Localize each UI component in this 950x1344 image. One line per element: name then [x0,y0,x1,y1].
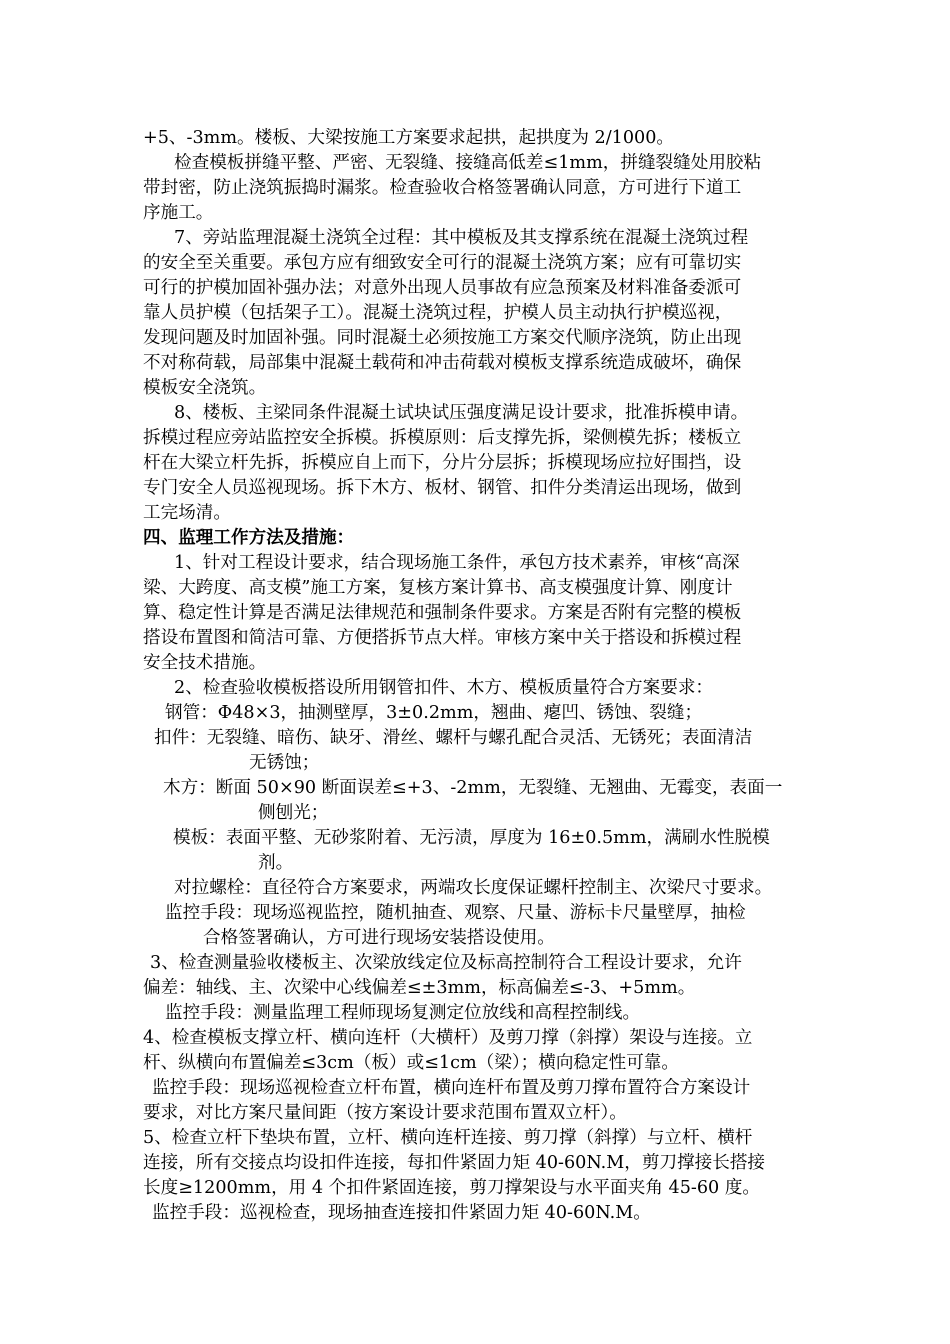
text-line: 不对称荷载，局部集中混凝土载荷和冲击荷载对模板支撑系统造成破坏，确保 [143,353,742,373]
text-line: 8、楼板、主梁同条件混凝土试块试压强度满足设计要求，批准拆模申请。 [174,403,749,423]
text-line: 拆模过程应旁站监控安全拆模。拆模原则：后支撑先拆，梁侧模先拆；楼板立 [143,428,742,448]
text-line: 3、检查测量验收楼板主、次梁放线定位及标高控制符合工程设计要求，允许 [150,953,742,973]
text-line: 发现问题及时加固补强。同时混凝土必须按施工方案交代顺序浇筑，防止出现 [143,328,742,348]
text-line: 剂。 [258,853,294,873]
text-line: 监控手段：现场巡视检查立杆布置，横向连杆布置及剪刀撑布置符合方案设计 [152,1078,751,1098]
text-line: 带封密，防止浇筑振捣时漏浆。检查验收合格签署确认同意，方可进行下道工 [143,178,742,198]
text-line: 工完场清。 [143,503,231,523]
text-line: 检查模板拼缝平整、严密、无裂缝、接缝高低差≤1mm，拼缝裂缝处用胶粘 [174,153,762,173]
text-line: 梁、大跨度、高支模”施工方案，复核方案计算书、高支模强度计算、刚度计 [143,578,733,598]
text-line: 偏差：轴线、主、次梁中心线偏差≤±3mm，标高偏差≤-3、+5mm。 [143,978,696,998]
text-line: 监控手段：测量监理工程师现场复测定位放线和高程控制线。 [165,1003,641,1023]
text-line: 算、稳定性计算是否满足法律规范和强制条件要求。方案是否附有完整的模板 [143,603,742,623]
text-line: 无锈蚀； [249,753,320,773]
text-line: 钢管：Φ48×3，抽测壁厚，3±0.2mm，翘曲、瘪凹、锈蚀、裂缝； [165,703,703,723]
text-line: 合格签署确认，方可进行现场安装搭设使用。 [203,928,555,948]
text-line: 序施工。 [143,203,214,223]
text-line: 杆、纵横向布置偏差≤3cm（板）或≤1cm（梁）；横向稳定性可靠。 [143,1053,679,1073]
text-line: 杆在大梁立杆先拆，拆模应自上而下，分片分层拆；拆模现场应拉好围挡，设 [143,453,742,473]
text-line: 搭设布置图和简洁可靠、方便搭拆节点大样。审核方案中关于搭设和拆模过程 [143,628,742,648]
text-line: 监控手段：现场巡视监控，随机抽查、观察、尺量、游标卡尺量壁厚，抽检 [165,903,746,923]
text-line: 2、检查验收模板搭设所用钢管扣件、木方、模板质量符合方案要求： [174,678,714,698]
text-line: 要求，对比方案尺量间距（按方案设计要求范围布置双立杆）。 [143,1103,627,1123]
text-line: 靠人员护模（包括架子工）。混凝土浇筑过程，护模人员主动执行护模巡视， [143,303,733,323]
text-line: 5、检查立杆下垫块布置，立杆、横向连杆连接、剪刀撑（斜撑）与立杆、横杆 [143,1128,753,1148]
text-line: 4、检查模板支撑立杆、横向连杆（大横杆）及剪刀撑（斜撑）架设与连接。立 [143,1028,753,1048]
text-line: 连接，所有交接点均设扣件连接，每扣件紧固力矩 40-60N.M，剪刀撑接长搭接 [143,1153,766,1173]
text-line: 模板：表面平整、无砂浆附着、无污渍，厚度为 16±0.5mm，满刷水性脱模 [173,828,770,848]
text-line: 专门安全人员巡视现场。拆下木方、板材、钢管、扣件分类清运出现场，做到 [143,478,742,498]
text-line: 扣件：无裂缝、暗伤、缺牙、滑丝、螺杆与螺孔配合灵活、无锈死；表面清洁 [154,728,753,748]
text-line: 1、针对工程设计要求，结合现场施工条件，承包方技术素养，审核“高深 [174,553,740,573]
text-line: 安全技术措施。 [143,653,267,673]
text-line: 侧刨光； [258,803,329,823]
text-line: 对拉螺栓：直径符合方案要求，两端攻长度保证螺杆控制主、次梁尺寸要求。 [174,878,773,898]
text-line: 长度≥1200mm，用 4 个扣件紧固连接，剪刀撑架设与水平面夹角 45-60 度。 [143,1178,761,1198]
text-line: 的安全至关重要。承包方应有细致安全可行的混凝土浇筑方案；应有可靠切实 [143,253,742,273]
text-line: 木方：断面 50×90 断面误差≤+3、-2mm，无裂缝、无翘曲、无霉变，表面一 [163,778,783,798]
text-line: 7、旁站监理混凝土浇筑全过程：其中模板及其支撑系统在混凝土浇筑过程 [174,228,749,248]
text-line: 监控手段：巡视检查，现场抽查连接扣件紧固力矩 40-60N.M。 [152,1203,651,1223]
text-line: 可行的护模加固补强办法；对意外出现人员事故有应急预案及材料准备委派可 [143,278,742,298]
text-line: 模板安全浇筑。 [143,378,267,398]
text-line: +5、-3mm。楼板、大梁按施工方案要求起拱，起拱度为 2/1000。 [143,128,674,148]
section-heading: 四、监理工作方法及措施： [143,527,355,548]
